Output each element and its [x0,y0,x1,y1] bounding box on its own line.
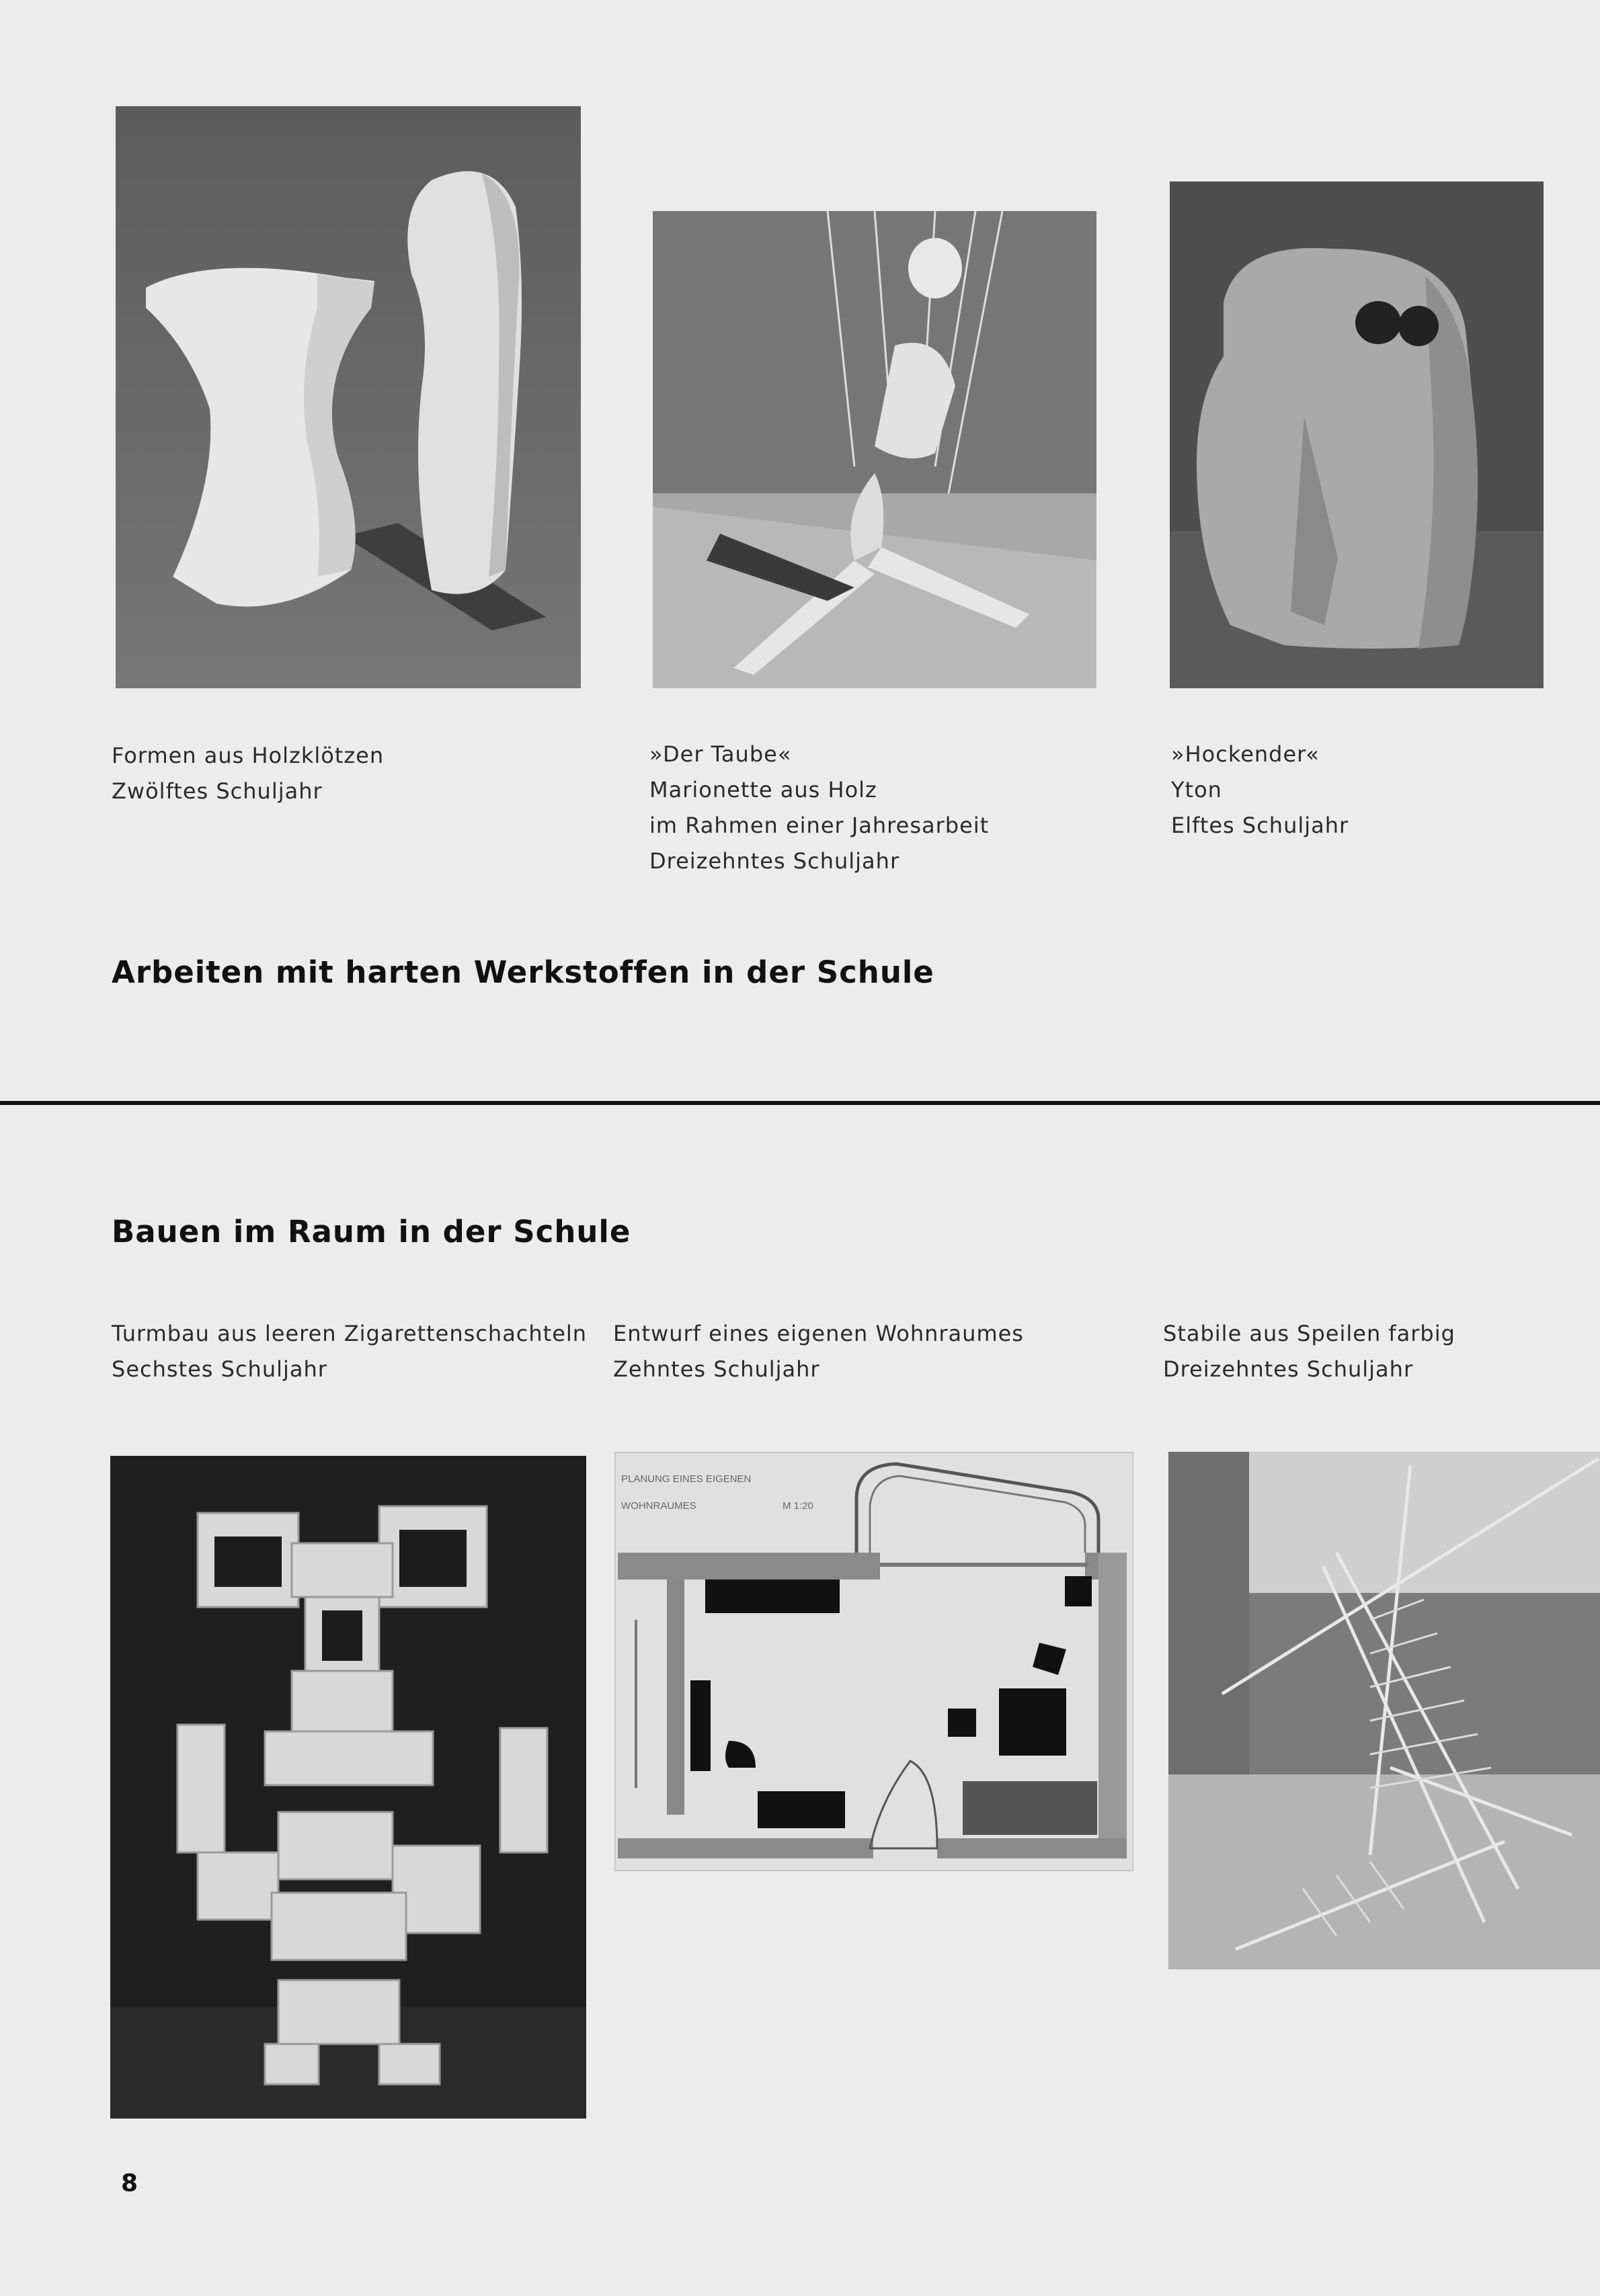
caption-crouching-figure: »Hockender« Yton Elftes Schuljahr [1171,741,1349,838]
photo-crouching-figure [1170,181,1544,688]
plan-scale: M 1:20 [783,1500,813,1512]
caption-stabile: Stabile aus Speilen farbig Dreizehntes Schuljahr [1163,1321,1455,1382]
section-heading-building-space: Bauen im Raum in der Schule [112,1214,631,1249]
section-divider [0,1101,1600,1105]
caption-cigarette-tower: Turmbau aus leeren Zigarettenschachteln Sechstes Schuljahr [112,1321,588,1382]
section-heading-hard-materials: Arbeiten mit harten Werkstoffen in der Schule [112,954,934,990]
page-number: 8 [121,2170,138,2197]
photo-stabile [1168,1452,1600,1969]
plan-title-line2: WOHNRAUMES [621,1500,696,1512]
photo-cigarette-tower [110,1456,586,2119]
caption-wooden-blocks: Formen aus Holzklötzen Zwölftes Schuljahr [112,743,385,804]
drawing-floor-plan [614,1452,1133,1871]
photo-marionette [653,211,1096,688]
plan-title-line1: PLANUNG EINES EIGENEN [621,1473,752,1485]
caption-marionette: »Der Taube« Marionette aus Holz im Rahmen einer Jahresarbeit Dreizehntes Schuljahr [649,741,990,874]
caption-living-room-design: Entwurf eines eigenen Wohnraumes Zehntes Schuljahr [613,1321,1024,1382]
photo-wooden-blocks [116,106,581,688]
